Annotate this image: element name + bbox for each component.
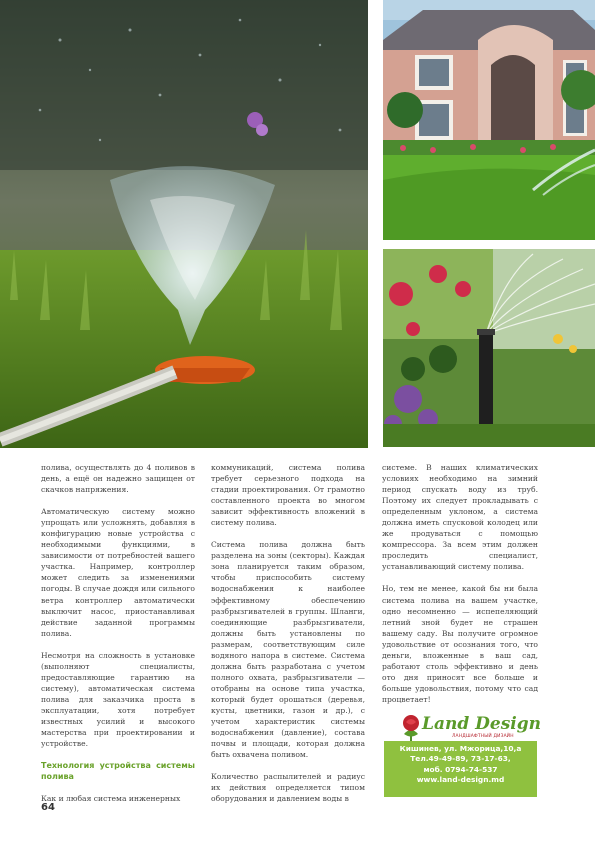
text-column-2 [211,462,365,815]
paragraph: системе. В наших климатических условиях необходимо на зимний период спускать воду из труб. Поэтому их следует прокладывать с определенным уклоном, а система должна иметь спусковой колодец или же продуваться с помощью компрессора. За всем этим должен проследить специалист, устанавливающий систему полива. [382,463,538,572]
paragraph: полива, осуществлять до 4 поливов в день, а ещё он надежно защищен от скачков напряжения. [41,463,195,495]
mobile: моб. 0794-74-537 [423,764,498,774]
address: Кишинев, ул. Мжорица,10,а [399,744,522,753]
popup-sprinkler-photo [383,249,595,447]
paragraph: Как и любая система инженерных [41,794,181,804]
logo-text: Land Design [422,714,541,734]
rose-logo-icon [398,712,424,742]
text-column-3 [382,462,538,716]
website-link[interactable]: www.land-design.md [416,774,505,784]
paragraph: Несмотря на сложность в установке (выполняют специалисты, предоставляющие гарантию на систему), автоматическая система полива для заказчика проста в эксплуатации, хотя потребует известных усилий и высокого мастерства при проектировании и устройстве. [41,650,195,749]
paragraph: Количество распылителей и радиус их действия определяется типом оборудования и давлением воды в [211,772,365,804]
paragraph: Система полива должна быть разделена на зоны (секторы). Каждая зона планируется таким образом, чтобы приспособить систему водоснабжения к наиболее эффективному обеспечению разбрызгивателей в группы. Шланги, соединяющие разбрызгиватели, должны быть установлены по размерам, соответствующим силе водяного напора в системе. Система должна быть разработана с учетом полного охвата, разбрызгиватели — отобраны на основе типа участка, который будет орошаться (деревья, кусты, цветники, газон и др.), с учетом характеристик системы водоснабжения (давление), состава почвы и площади, которая должна быть охвачена поливом. [211,540,365,760]
land-design-advertisement [384,709,541,803]
page-number: 64 [41,802,55,813]
logo-tagline: ЛАНДШАФТНЫЙ ДИЗАЙН [452,734,514,739]
phone: Тел.49-49-89, 73-17-63, [410,754,511,764]
paragraph: Автоматическую систему можно упрощать или усложнять, добавляя в конфигурацию новые устройства с необходимыми функциями, в зависимости от потребностей вашего участка. Например, контроллер может следить за изменениями погоды. В случае дождя или сильного ветра контроллер автоматически выключит насос, приостанавливая действие заданной программы полива. [41,507,195,638]
sprinkler-photo [0,0,368,448]
paragraph: Но, тем не менее, какой бы ни была система полива на вашем участке, одно несомненно — испепеляющий летний зной будет не страшен вашему саду. Вы получите огромное удовольствие от осознания того, что деньги, вложенные в ваш сад, работают столь эффективно и день ото дня приносят все больше и больше удовольствия, потому что сад процветает! [382,584,538,704]
house-lawn-photo [383,0,595,240]
contact-box [384,741,537,797]
text-column-1 [41,462,195,815]
section-subheading: Технология устройства системы полива [41,761,195,782]
paragraph: коммуникаций, система полива требует серьезного подхода на стадии проектирования. От грамотно составленного проекта во многом зависит эффективность вложений в систему полива. [211,463,365,528]
